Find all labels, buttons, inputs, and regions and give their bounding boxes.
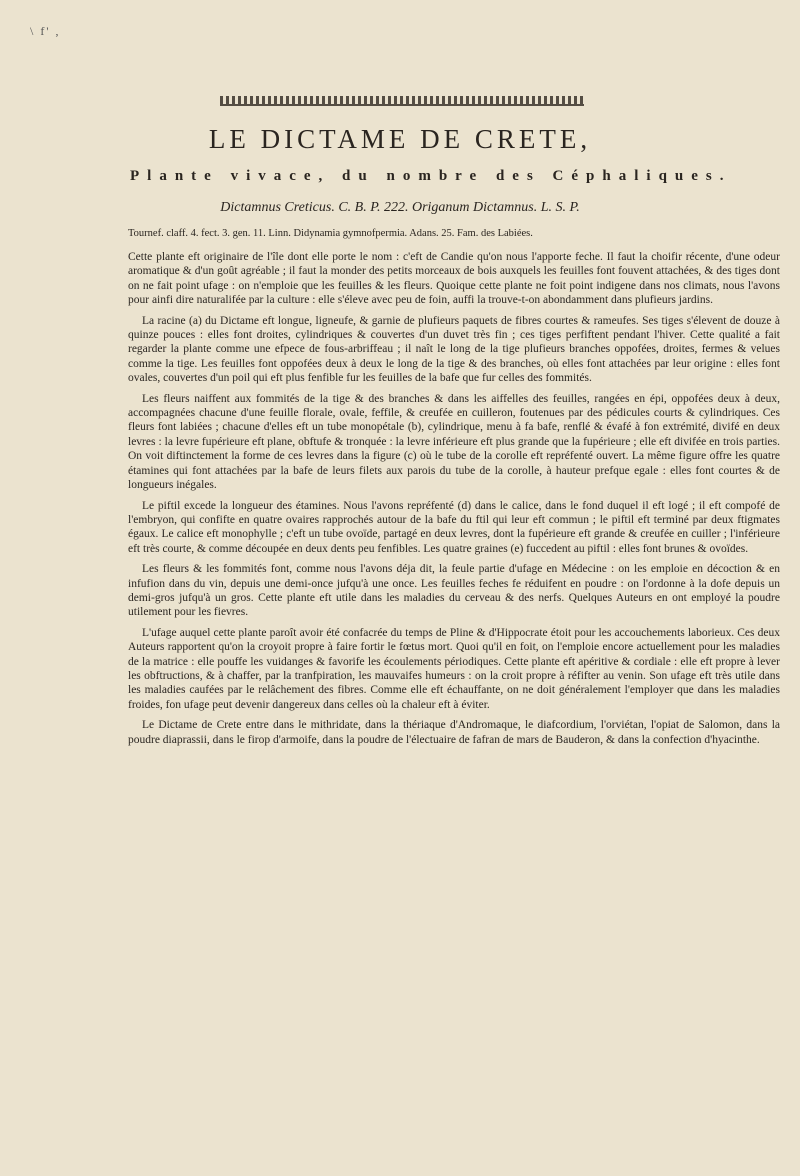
paragraph-6: L'ufage auquel cette plante paroît avoir été confacrée du temps de Pline & d'Hippocrate étoit pour les accouchements laborieux. Ces deux Auteurs rapportent qu'on la croyoit propre à faire fortir le fœtus mort. Quoi qu'il en foit, on l'emploie encore actuellement pour les maladies de la matrice : elle pouffe les vuidanges & favorife les écoulements périodiques. Cette plante eft apéritive & cordiale : elle eft propre à lever les obftructions, & à chaffer, par la tranfpiration, les mauvaifes humeurs : on la croit propre à réfifter au venin. Son ufage eft très utile dans les maladies caufées par le relâchement des fibres. Comme elle eft échauffante, on ne doit généralement l'employer que dans les maladies froides, fon ufage peut devenir dangereux dans celles où la chaleur eft à éviter.	[128, 626, 780, 711]
header-ornament	[220, 94, 584, 106]
paragraph-5: Les fleurs & les fommités font, comme nous l'avons déja dit, la feule partie d'ufage en Médecine : on les emploie en décoction & en infufion dans du vin, depuis une demi-once jufqu'à une once. Les feuilles feches fe réduifent en poudre : on l'ordonne à la dofe depuis un demi-gros jufqu'à un gros. Cette plante eft utile dans les maladies du cerveau & des nerfs. Quelques Auteurs en ont employé la poudre utilement pour les fievres.	[128, 563, 780, 619]
body-text	[128, 250, 780, 753]
latin-names-text: Dictamnus Creticus. C. B. P. 222. Origanum Dictamnus. L. S. P.	[220, 200, 580, 215]
classification-references: Tournef. claff. 4. fect. 3. gen. 11. Linn. Didynamia gymnofpermia. Adans. 25. Fam. des Labiées.	[128, 228, 533, 239]
corner-mark: \ f' ,	[30, 24, 61, 38]
paragraph-7: Le Dictame de Crete entre dans le mithridate, dans la thériaque d'Andromaque, le diafcordium, l'orviétan, l'opiat de Salomon, dans la poudre diaprassii, dans le firop d'armoife, dans la poudre de l'électuaire de fafran de mars de Bauderon, & dans la confection d'hyacinthe.	[128, 719, 780, 746]
paragraph-2: La racine (a) du Dictame eft longue, ligneufe, & garnie de plufieurs paquets de fibres courtes & rameufes. Ses tiges s'élevent de douze à quinze pouces : elles font droites, cylindriques & couvertes d'un duvet très fin ; ces tiges perfiftent pendant l'hiver. Cette qualité a fait regarder la plante comme une efpece de fous-arbriffeau ; il naît le long de la tige plufieurs branches oppofées, droites, fermes & velues comme la tige. Les feuilles font oppofées deux à deux le long de la tige & des branches, où elles font attachées par leur origine : elles font ovales, couvertes d'un poil qui eft plus fenfible fur les feuilles de la bafe que fur celles des fommités.	[128, 314, 780, 385]
paragraph-1: Cette plante eft originaire de l'île dont elle porte le nom : c'eft de Candie qu'on nous l'apporte feche. Il faut la choifir récente, d'une odeur aromatique & d'un goût agréable ; il faut la monder des petits morceaux de bois auxquels les feuilles font fouvent attachées, & des tiges dont on ne fait point ufage : on n'emploie que les feuilles & les fleurs. Quoique cette plante ne foit point indigene dans nos climats, nous l'avons pour ainfi dire naturalifée par la culture : elle s'éleve avec peu de foin, auffi la trouve-t-on abondamment dans plufieurs jardins.	[128, 251, 780, 307]
page-title: LE DICTAME DE CRETE,	[208, 124, 592, 154]
paragraph-3: Les fleurs naiffent aux fommités de la tige & des branches & dans les aiffelles des feuilles, rangées en épi, oppofées deux à deux, accompagnées chacune d'une feuille florale, ovale, feffile, & creufée en cuilleron, foutenues par des pédicules courts & cylindriques. Ces fleurs font labiées ; chacune d'elles eft un tube monopétale (b), cylindrique, menu à fa bafe, renflé & évafé à fon extrémité, divifé en deux levres : la levre fupérieure eft plane, obftufe & tronquée : la levre inférieure eft plus grande que la fupérieure ; elle eft divifée en trois parties. On voit diftinctement la forme de ces levres dans la figure (c) où le tube de la corolle eft repréfenté ouvert. La même figure offre les quatre étamines qui font attachées par la bafe de leurs filets aux parois du tube de la corolle, à hauteur prefque egale : elles font courtes & de longueurs inégales.	[128, 392, 780, 492]
page-subtitle: Plante vivace, du nombre des Céphaliques.	[130, 168, 732, 184]
paragraph-4: Le piftil excede la longueur des étamines. Nous l'avons repréfenté (d) dans le calice, dans le fond duquel il eft logé ; il eft compofé de l'embryon, qui confifte en quatre ovaires rapprochés autour de la bafe du ftil qui leur eft commun ; le piftil eft terminé par deux ftigmates égaux. Le calice eft monophylle ; c'eft un tube ovoïde, partagé en deux levres, dont la fupérieure eft grande & creufée en cuiller ; l'inférieure eft très courte, & comme découpée en deux dents peu fenfibles. Les quatre graines (e) fuccedent au piftil : elles font brunes & ovoïdes.	[128, 499, 780, 555]
latin-names	[0, 200, 800, 216]
